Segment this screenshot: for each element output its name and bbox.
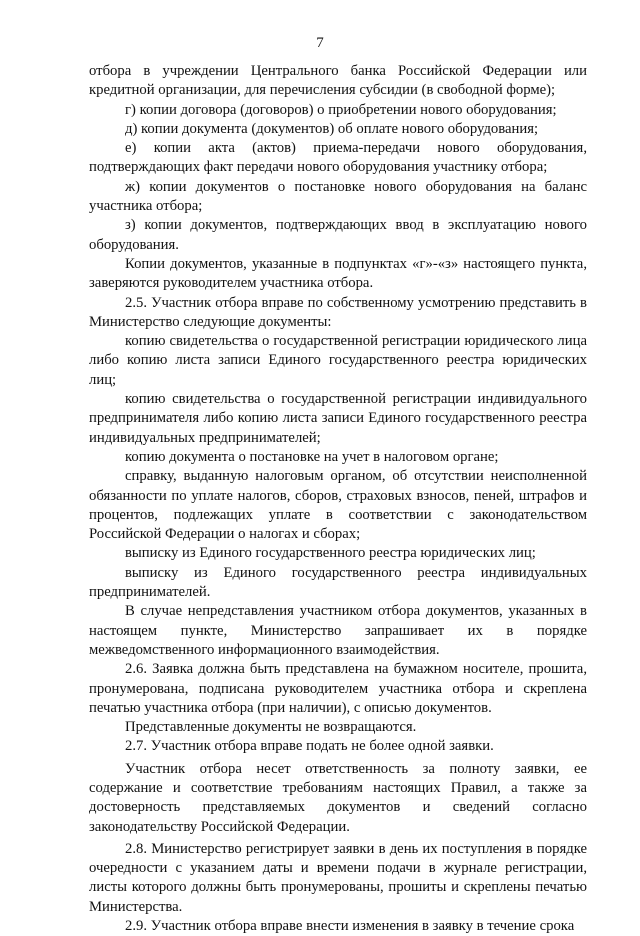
list-item-tax-registration: копию документа о постановке на учет в налоговом органе; — [125, 448, 499, 465]
list-item-d: д) копии документа (документов) об оплате нового оборудования; — [125, 120, 539, 137]
paragraph-2-7: 2.7. Участник отбора вправе подать не более одной заявки. — [125, 738, 494, 755]
list-item-entrepreneur-registration: копию свидетельства о государственной регистрации индивидуального предпринимателя либо копию листа записи Единого государственного реестра индивидуальных предпринимателей; — [89, 391, 587, 446]
paragraph-copies-certified: Копии документов, указанные в подпунктах «г»-«з» настоящего пункта, заверяются руководителем участника отбора. — [89, 255, 587, 292]
list-item-legal-entity-registration: копию свидетельства о государственной регистрации юридического лица либо копию листа записи Единого государственного реестра юридических лиц; — [89, 333, 587, 388]
list-item-egrul-extract: выписку из Единого государственного реестра юридических лиц; — [125, 545, 536, 562]
paragraph-responsibility: Участник отбора несет ответственность за полноту заявки, ее содержание и соответствие требованиям настоящих Правил, а также за достоверность представляемых документов и сведений согласно законодательству Российской Федерации. — [89, 760, 587, 835]
paragraph-2-5: 2.5. Участник отбора вправе по собственному усмотрению представить в Министерство следующие документы: — [89, 294, 587, 330]
list-item-e: е) копии акта (актов) приема-передачи нового оборудования, подтверждающих факт передачи нового оборудования участнику отбора; — [89, 140, 587, 176]
list-item-tax-certificate: справку, выданную налоговым органом, об отсутствии неисполненной обязанности по уплате налогов, сборов, страховых взносов, пеней, штрафов и процентов, подлежащих уплате в соответствии с законодательством Российской Федерации о налогах и сборах; — [89, 468, 587, 543]
paragraph-2-9: 2.9. Участник отбора вправе внести изменения в заявку в течение срока — [125, 918, 575, 935]
paragraph-continuation: отбора в учреждении Центрального банка Российской Федерации или кредитной организации, для перечисления субсидии (в свободной форме); — [89, 63, 587, 99]
document-body — [89, 62, 587, 936]
paragraph-interagency-request: В случае непредставления участником отбора документов, указанных в настоящем пункте, Министерство запрашивает их в порядке межведомственного информационного взаимодействия. — [89, 603, 587, 658]
list-item-egrip-extract: выписку из Единого государственного реестра индивидуальных предпринимателей. — [89, 564, 587, 601]
list-item-z: з) копии документов, подтверждающих ввод в эксплуатацию нового оборудования. — [89, 217, 587, 253]
paragraph-documents-not-returned: Представленные документы не возвращаются. — [125, 719, 417, 736]
paragraph-2-8: 2.8. Министерство регистрирует заявки в день их поступления в порядке очередности с указанием даты и времени подачи в журнале регистрации, листы которого должны быть пронумерованы, прошиты и скреплены печатью Министерства. — [89, 840, 587, 915]
list-item-g: г) копии договора (договоров) о приобретении нового оборудования; — [125, 101, 557, 118]
page-number: 7 — [316, 35, 324, 51]
list-item-zh: ж) копии документов о постановке нового оборудования на баланс участника отбора; — [89, 178, 587, 215]
paragraph-2-6: 2.6. Заявка должна быть представлена на бумажном носителе, прошита, пронумерована, подписана руководителем участника отбора и скреплена печатью участника отбора (при наличии), с описью документов. — [89, 661, 587, 716]
